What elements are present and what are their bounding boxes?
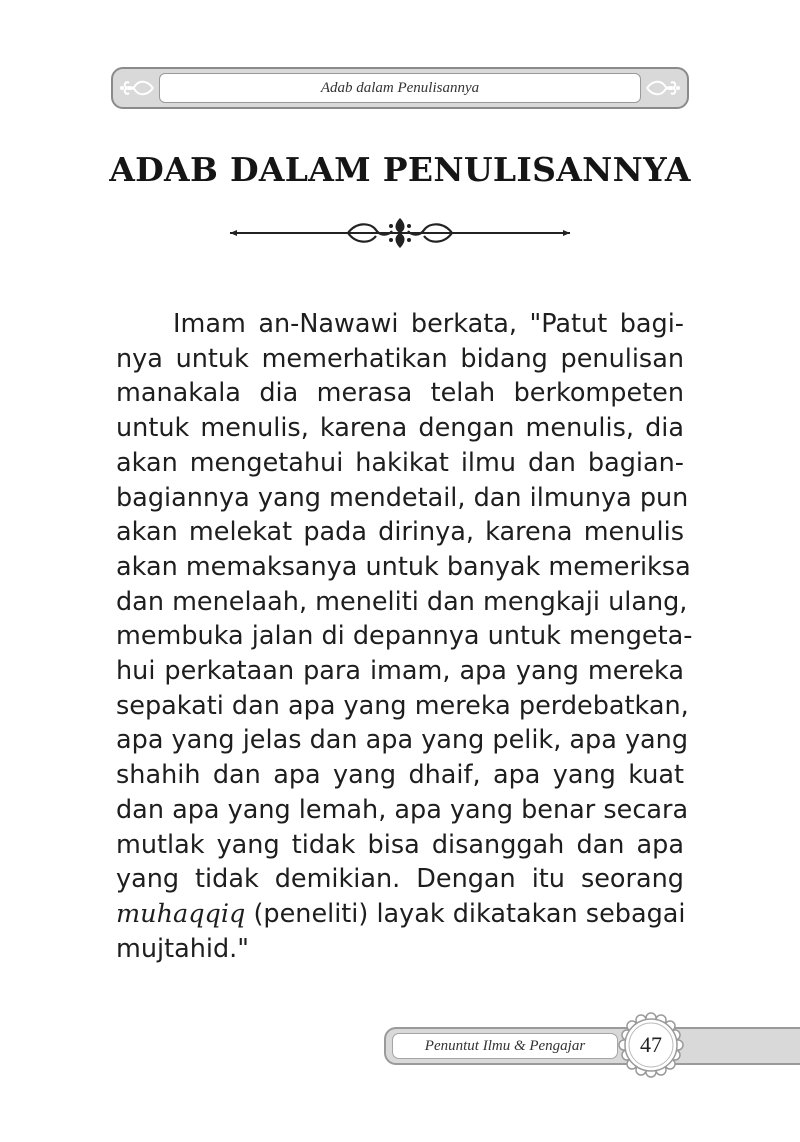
text-line: dan menelaah, meneliti dan mengkaji ulang,	[116, 586, 688, 617]
text-line: sepakati dan apa yang mereka perdebatkan,	[116, 690, 689, 721]
text-line	[116, 897, 684, 932]
flourish-ornament-icon	[119, 76, 155, 100]
text-line: yang tidak demikian. Dengan itu seorang	[116, 864, 684, 895]
text-line: mujtahid."	[116, 933, 249, 964]
body-paragraph	[116, 307, 693, 966]
text-line: nya untuk memerhatikan bidang penulisan	[116, 343, 684, 374]
running-title: Adab dalam Penulisannya	[159, 73, 641, 103]
text-line: manakala dia merasa telah berkompeten	[116, 378, 684, 409]
ornamental-divider-icon	[228, 210, 572, 250]
text-line: shahih dan apa yang dhaif, apa yang kuat	[116, 760, 684, 791]
text-line: Imam an-Nawawi berkata, "Patut bagi-	[173, 309, 684, 339]
chapter-title: ADAB DALAM PENULISANNYA	[109, 150, 691, 189]
text-line: membuka jalan di depannya untuk mengeta-	[116, 621, 693, 652]
running-header	[111, 67, 689, 109]
running-footer	[384, 1027, 800, 1065]
text-line: hui perkataan para imam, apa yang mereka	[116, 656, 684, 687]
text-line: akan memaksanya untuk banyak memeriksa	[116, 551, 691, 582]
page-number: 47	[640, 1032, 662, 1057]
text-line: dan apa yang lemah, apa yang benar secara	[116, 794, 689, 825]
text-line: mutlak yang tidak bisa disanggah dan apa	[116, 829, 684, 860]
flourish-ornament-icon	[645, 76, 681, 100]
text-line: bagiannya yang mendetail, dan ilmunya pun	[116, 482, 689, 513]
text-line: untuk menulis, karena dengan menulis, dia	[116, 413, 684, 444]
text-line: apa yang jelas dan apa yang pelik, apa yang	[116, 725, 689, 756]
italic-term: muhaqqiq	[116, 898, 246, 929]
text-line-rest: (peneliti) layak dikatakan sebagai	[245, 898, 686, 929]
book-title: Penuntut Ilmu & Pengajar	[392, 1033, 618, 1059]
text-line: akan mengetahui hakikat ilmu dan bagian-	[116, 447, 684, 478]
text-line: akan melekat pada dirinya, karena menulis	[116, 517, 684, 548]
